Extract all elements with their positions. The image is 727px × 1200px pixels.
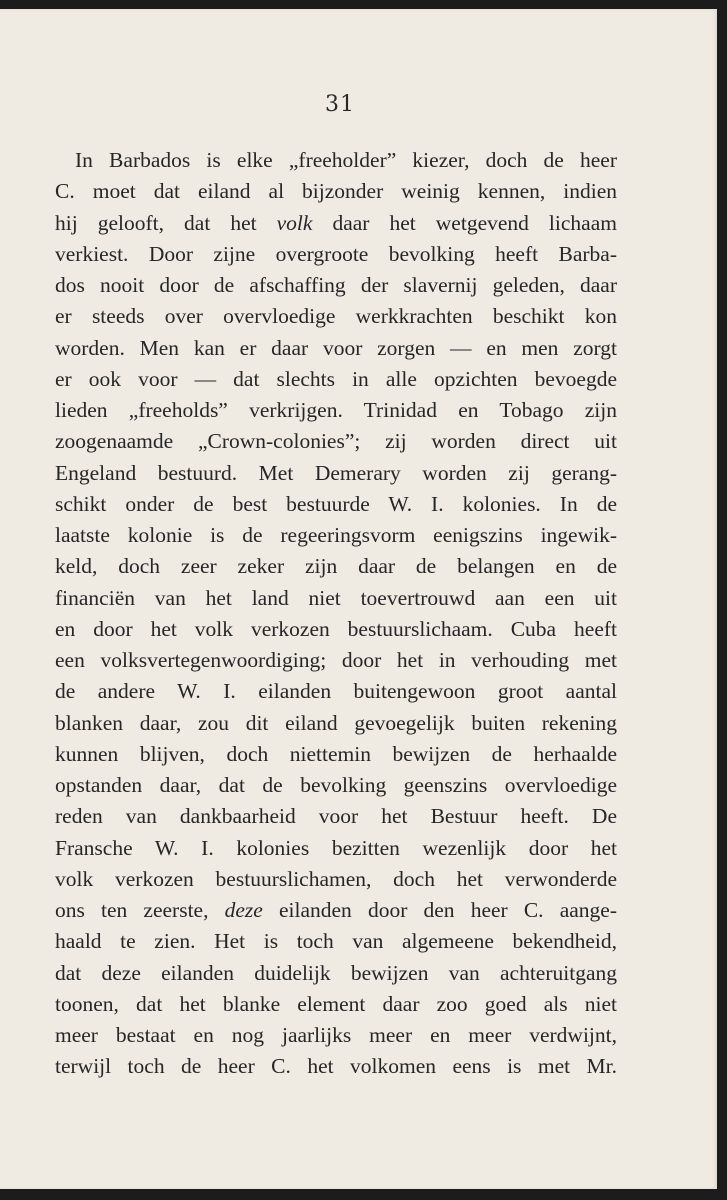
line-text: financiën van het land niet toevertrouwd aan een uit bbox=[55, 585, 617, 610]
line-text: keld, doch zeer zeker zijn daar de belangen en de bbox=[55, 554, 617, 579]
body-text bbox=[55, 145, 617, 1083]
line-text: toonen, dat het blanke element daar zoo goed als niet bbox=[55, 991, 617, 1016]
line-text: een volksvertegenwoordiging; door het in verhouding met bbox=[55, 648, 617, 672]
line-text: terwijl toch de heer C. het volkomen eens is met Mr. bbox=[55, 1054, 617, 1079]
text-line bbox=[55, 989, 617, 1020]
line-text: worden. Men kan er daar voor zorgen — en men zorgt bbox=[55, 335, 617, 360]
line-text: opstanden daar, dat de bevolking geenszins overvloedige bbox=[55, 773, 617, 797]
text-line bbox=[55, 864, 617, 895]
text-line bbox=[55, 645, 617, 676]
line-text: dat deze eilanden duidelijk bewijzen van achteruitgang bbox=[55, 960, 617, 985]
line-text: eilanden door den heer C. aange- bbox=[262, 898, 617, 922]
line-text: Engeland bestuurd. Met Demerary worden zij gerang- bbox=[55, 460, 617, 485]
line-text: meer bestaat en nog jaarlijks meer en meer verdwijnt, bbox=[55, 1023, 617, 1047]
text-line bbox=[55, 739, 617, 770]
text-line bbox=[55, 833, 617, 864]
emphasized-word: volk bbox=[276, 210, 313, 235]
text-line bbox=[55, 426, 617, 457]
line-text: haald te zien. Het is toch van algemeene bekendheid, bbox=[55, 929, 617, 954]
line-text: schikt onder de best bestuurde W. I. kolonies. In de bbox=[55, 491, 617, 516]
line-text: Fransche W. I. kolonies bezitten wezenlijk door het bbox=[55, 835, 617, 860]
line-text: volk verkozen bestuurslichamen, doch het verwonderde bbox=[55, 866, 617, 891]
line-text: verkiest. Door zijne overgroote bevolking heeft Barba- bbox=[55, 241, 617, 266]
text-line bbox=[55, 208, 617, 239]
line-text: de andere W. I. eilanden buitengewoon groot aantal bbox=[55, 679, 617, 704]
text-line bbox=[55, 708, 617, 739]
text-line bbox=[55, 364, 617, 395]
text-line bbox=[55, 458, 617, 489]
text-line bbox=[55, 926, 617, 957]
text-line bbox=[55, 958, 617, 989]
line-text: blanken daar, zou dit eiland gevoegelijk buiten rekening bbox=[55, 710, 617, 735]
text-line bbox=[55, 239, 617, 270]
line-text: en door het volk verkozen bestuurslichaam. Cuba heeft bbox=[55, 616, 617, 641]
text-line bbox=[55, 176, 617, 207]
text-line bbox=[55, 583, 617, 614]
text-line bbox=[55, 801, 617, 832]
emphasized-word: deze bbox=[224, 898, 263, 922]
text-line bbox=[55, 1051, 617, 1082]
line-text: C. moet dat eiland al bijzonder weinig kennen, indien bbox=[55, 179, 617, 204]
line-text: lieden „freeholds” verkrijgen. Trinidad en Tobago zijn bbox=[55, 398, 617, 422]
line-text: dos nooit door de afschaffing der slavernij geleden, daar bbox=[55, 273, 617, 297]
line-text: zoogenaamde „Crown-colonies”; zij worden direct uit bbox=[55, 429, 617, 454]
text-line bbox=[55, 676, 617, 707]
line-text: laatste kolonie is de regeeringsvorm eenigszins ingewik- bbox=[55, 523, 617, 547]
line-text: daar het wetgevend lichaam bbox=[312, 210, 617, 235]
line-text: er ook voor — dat slechts in alle opzichten bevoegde bbox=[55, 366, 617, 391]
text-line bbox=[55, 895, 617, 926]
text-line bbox=[55, 489, 617, 520]
line-text: reden van dankbaarheid voor het Bestuur heeft. De bbox=[55, 804, 617, 829]
text-line bbox=[55, 770, 617, 801]
line-text: ons ten zeerste, bbox=[55, 898, 225, 922]
line-text: er steeds over overvloedige werkkrachten beschikt kon bbox=[55, 304, 617, 329]
page-number: 31 bbox=[325, 92, 355, 117]
text-line bbox=[55, 1020, 617, 1051]
line-text: In Barbados is elke „freeholder” kiezer, doch de heer bbox=[75, 148, 617, 172]
line-text: kunnen blijven, doch niettemin bewijzen de herhaalde bbox=[55, 741, 617, 766]
text-line bbox=[55, 270, 617, 301]
text-line bbox=[55, 520, 617, 551]
text-line bbox=[55, 551, 617, 582]
book-page bbox=[0, 9, 717, 1189]
text-line bbox=[55, 333, 617, 364]
text-line bbox=[55, 395, 617, 426]
line-text: hij gelooft, dat het bbox=[55, 210, 277, 235]
text-line bbox=[55, 145, 617, 176]
text-line bbox=[55, 614, 617, 645]
text-line bbox=[55, 301, 617, 332]
